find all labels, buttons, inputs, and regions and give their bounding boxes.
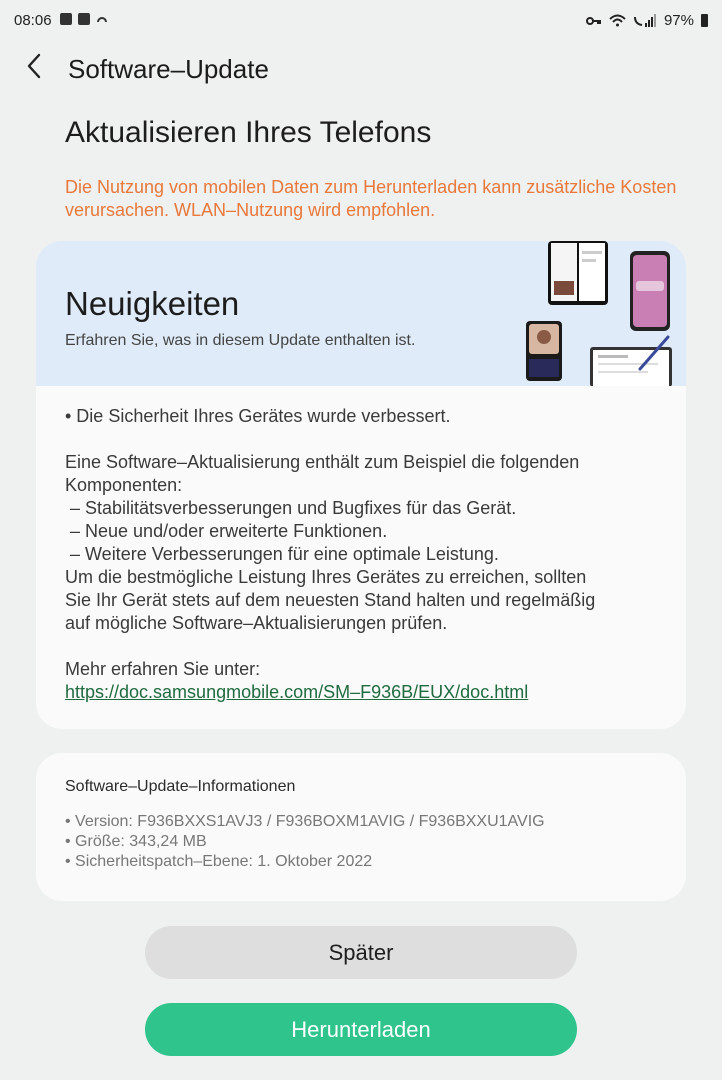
- size-info: • Größe: 343,24 MB: [65, 833, 207, 850]
- call-signal-icon: [633, 14, 657, 27]
- advice-text-line: Sie Ihr Gerät stets auf dem neuesten Stand halten und regelmäßig: [65, 590, 596, 610]
- update-info-card: [36, 753, 686, 901]
- later-button[interactable]: Später: [145, 926, 577, 979]
- intro-text-line: Eine Software–Aktualisierung enthält zum Beispiel die folgenden: [65, 452, 580, 472]
- chevron-left-icon: [26, 53, 42, 79]
- key-icon: [586, 16, 602, 26]
- header-title: Software–Update: [68, 54, 269, 84]
- page-heading: Aktualisieren Ihres Telefons: [65, 116, 432, 149]
- battery-icon: [701, 14, 708, 27]
- security-patch-info: • Sicherheitspatch–Ebene: 1. Oktober 2022: [65, 853, 373, 870]
- check-notification-icon: [60, 13, 72, 25]
- status-icons: [586, 12, 708, 29]
- intro-text-line: Komponenten:: [65, 475, 183, 495]
- documentation-link[interactable]: https://doc.samsungmobile.com/SM–F936B/EUX/doc.html: [65, 682, 529, 702]
- security-bullet: • Die Sicherheit Ihres Gerätes wurde verbessert.: [65, 406, 451, 426]
- news-banner: [36, 241, 686, 386]
- download-button[interactable]: Herunterladen: [145, 1003, 577, 1056]
- info-title: Software–Update–Informationen: [65, 778, 296, 795]
- news-subtitle: Erfahren Sie, was in diesem Update enthalten ist.: [65, 332, 416, 349]
- wifi-icon: [609, 14, 626, 27]
- news-card: [36, 241, 686, 729]
- devices-illustration: [524, 241, 686, 386]
- back-button[interactable]: [18, 50, 50, 82]
- mobile-data-warning: Die Nutzung von mobilen Daten zum Herunterladen kann zusätzliche Kosten verursachen. WLAN–Nutzung wird empfohlen.: [65, 177, 677, 220]
- sync-notification-icon: [96, 13, 108, 25]
- news-body: [65, 405, 665, 704]
- version-info: • Version: F936BXXS1AVJ3 / F936BOXM1AVIG / F936BXXU1AVIG: [65, 813, 545, 830]
- info-list: [65, 812, 545, 872]
- notification-icons: [60, 13, 108, 25]
- component-item: – Stabilitätsverbesserungen und Bugfixes für das Gerät.: [65, 498, 517, 518]
- image-notification-icon: [78, 13, 90, 25]
- news-title: Neuigkeiten: [65, 285, 240, 322]
- app-header: [0, 40, 722, 96]
- advice-text-line: auf mögliche Software–Aktualisierungen prüfen.: [65, 613, 448, 633]
- component-item: – Neue und/oder erweiterte Funktionen.: [65, 521, 388, 541]
- status-bar: [0, 0, 722, 40]
- component-item: – Weitere Verbesserungen für eine optimale Leistung.: [65, 544, 499, 564]
- more-info-label: Mehr erfahren Sie unter:: [65, 659, 261, 679]
- advice-text-line: Um die bestmögliche Leistung Ihres Gerätes zu erreichen, sollten: [65, 567, 587, 587]
- battery-percentage: 97%: [663, 12, 694, 29]
- status-time: 08:06: [14, 12, 52, 29]
